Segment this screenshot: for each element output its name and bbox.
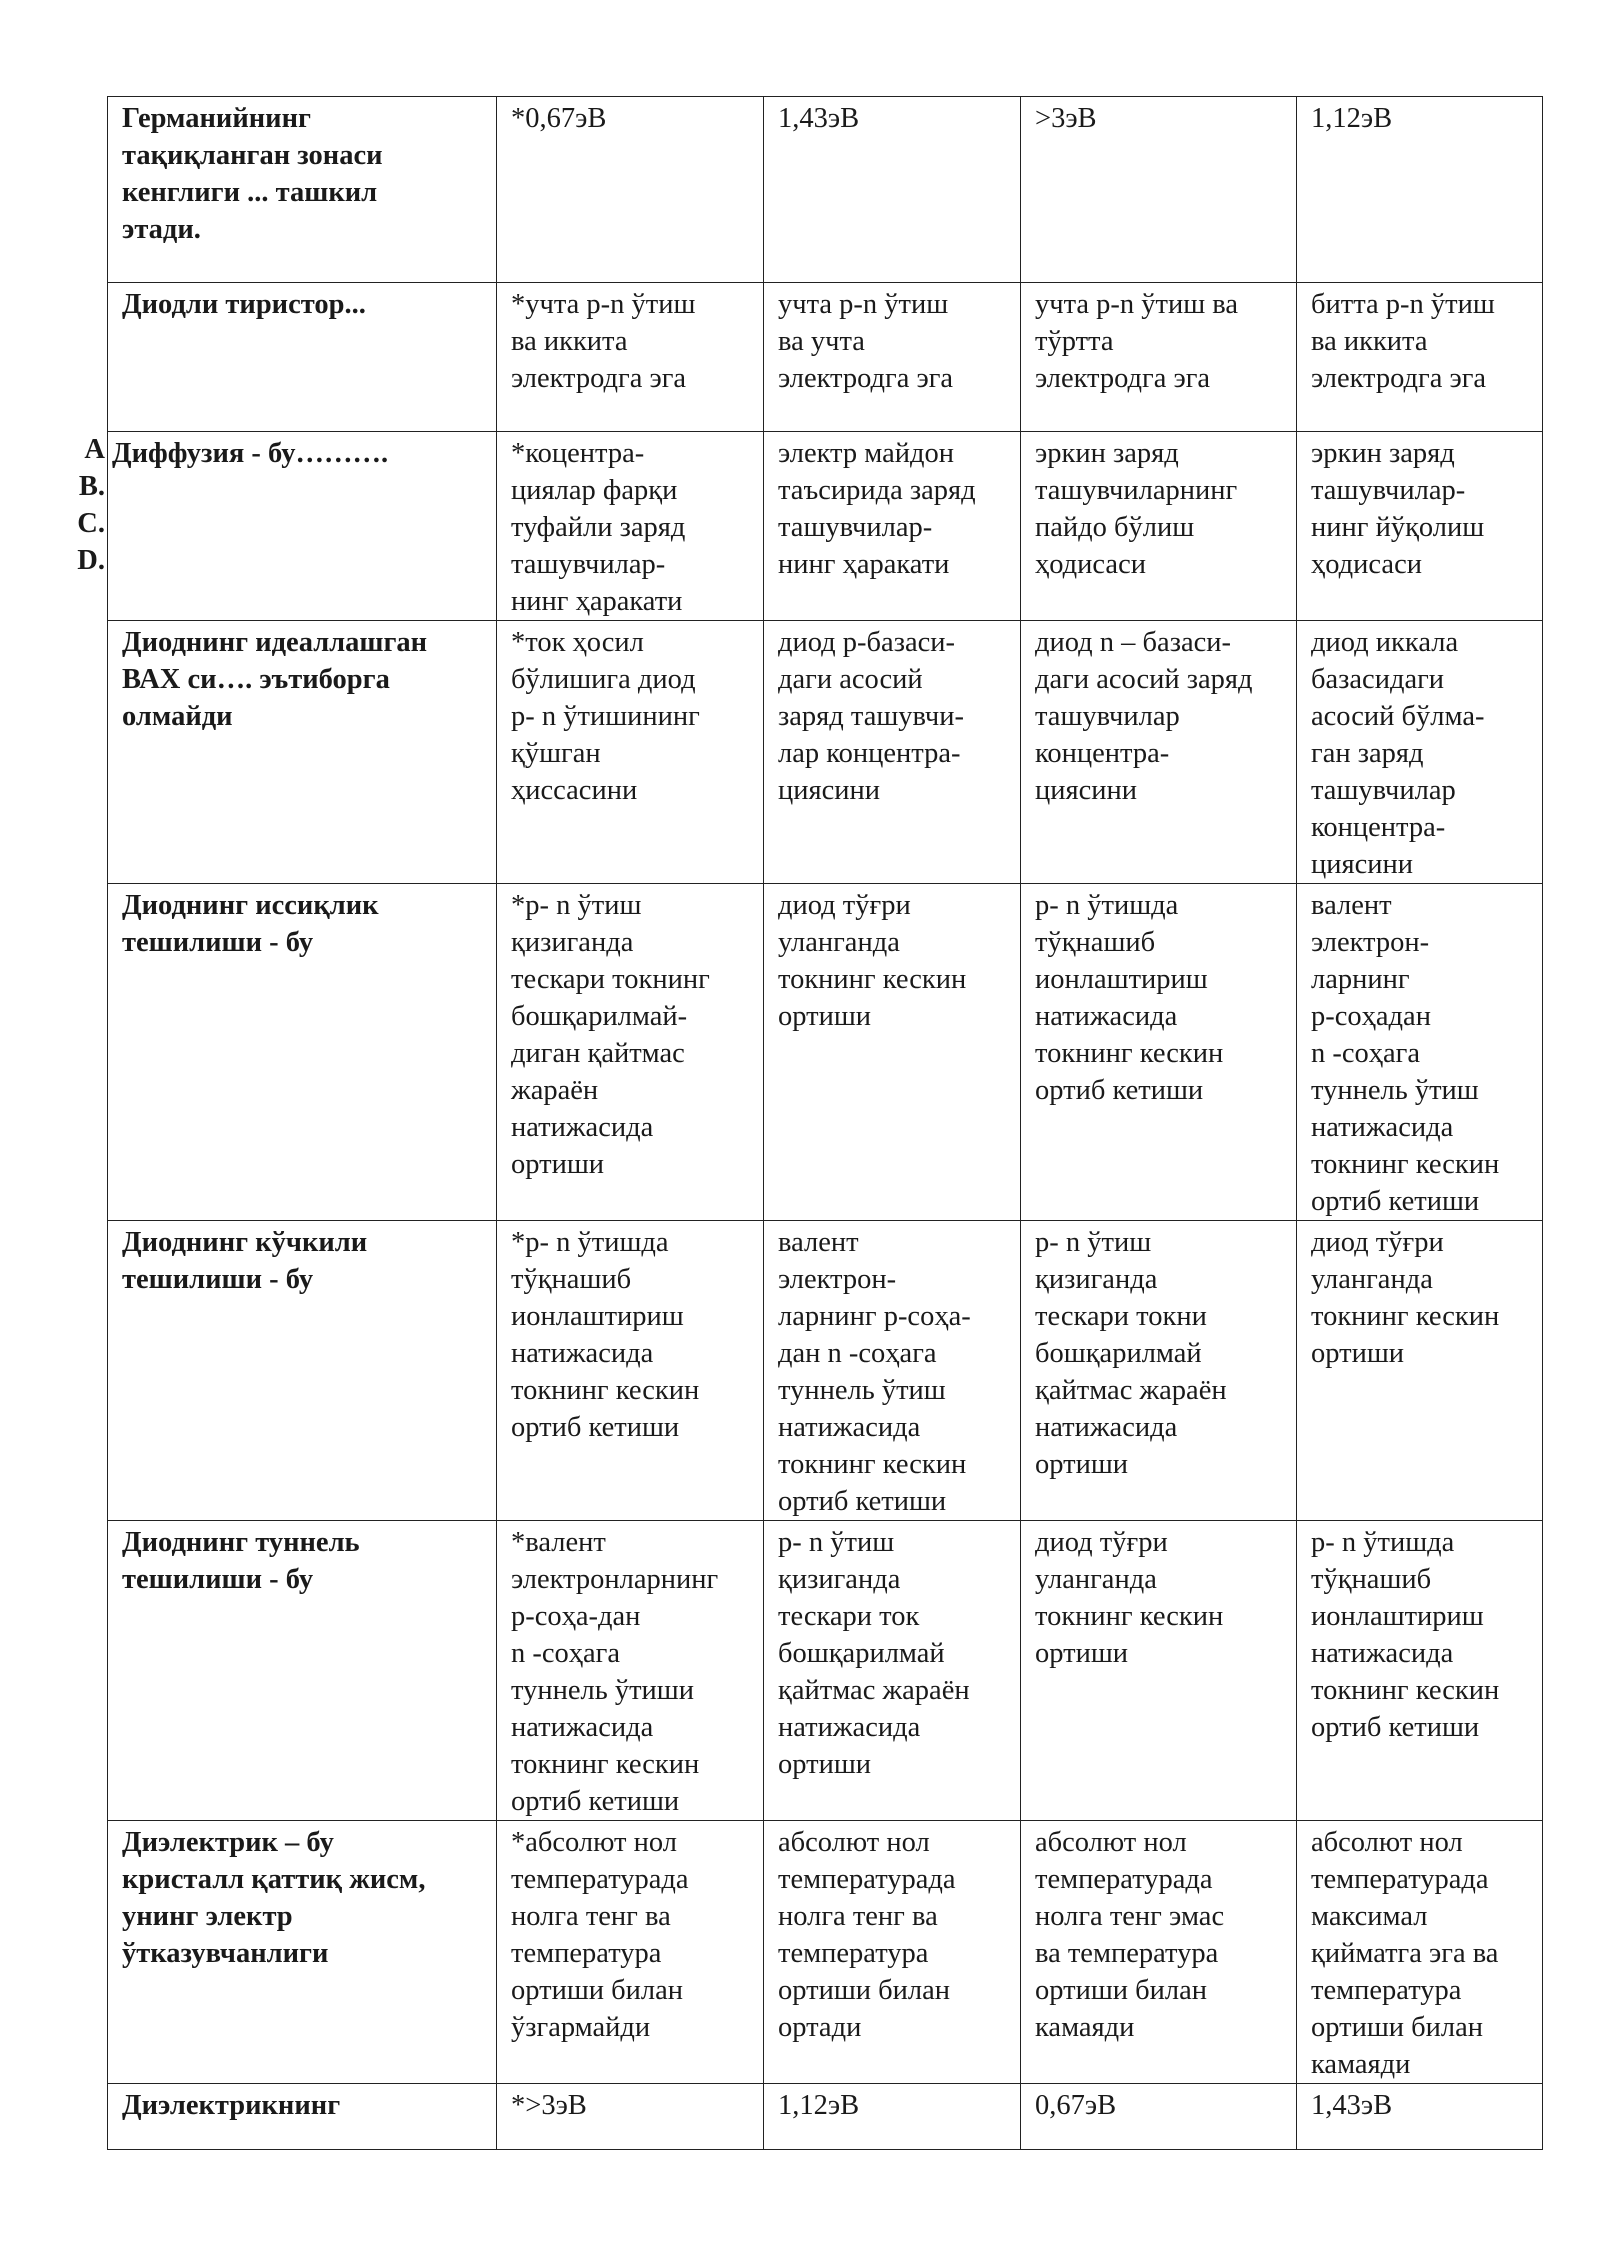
answer-d-cell: валент электрон- ларнинг p-соҳадан n -соҳага туннель ўтиш натижасида токнинг кескин ортиб кетиши bbox=[1297, 884, 1543, 1221]
answer-d-cell: диод иккала базасидаги асосий бўлма- ган заряд ташувчилар концентра- циясини bbox=[1297, 621, 1543, 884]
answer-c-cell: p- n ўтиш қизиганда тескари токни бошқарилмай қайтмас жараён натижасида ортиши bbox=[1021, 1221, 1297, 1521]
answer-b-cell: 1,43эВ bbox=[764, 97, 1021, 283]
answer-a-cell: *p- n ўтиш қизиганда тескари токнинг бошқарилмай- диган қайтмас жараён натижасида ортиши bbox=[497, 884, 764, 1221]
answer-b-cell: диод p-базаси- даги асосий заряд ташувчи- лар концентра- циясини bbox=[764, 621, 1021, 884]
question-cell: Диоднинг иссиқлик тешилиши - бу bbox=[108, 884, 497, 1221]
quiz-table bbox=[107, 96, 1543, 2150]
table-row bbox=[108, 283, 1543, 432]
answer-a-cell: *коцентра- циялар фарқи туфайли заряд ташувчилар- нинг ҳаракати bbox=[497, 432, 764, 621]
answer-c-cell: диод n – базаси- даги асосий заряд ташувчилар концентра- циясини bbox=[1021, 621, 1297, 884]
table-row bbox=[108, 1821, 1543, 2084]
table-row bbox=[108, 2084, 1543, 2150]
answer-d-cell: 1,12эВ bbox=[1297, 97, 1543, 283]
answer-letters bbox=[60, 431, 105, 579]
answer-c-cell: диод тўғри уланганда токнинг кескин ортиши bbox=[1021, 1521, 1297, 1821]
question-cell: Диэлектрик – бу кристалл қаттиқ жисм, унинг электр ўтказувчанлиги bbox=[108, 1821, 497, 2084]
answer-d-cell: битта p-n ўтиш ва иккита электродга эга bbox=[1297, 283, 1543, 432]
answer-b-cell: абсолют нол температурада нолга тенг ва температура ортиши билан ортади bbox=[764, 1821, 1021, 2084]
letter-c: C. bbox=[77, 508, 105, 539]
question-cell: Диоднинг идеаллашган ВАХ си…. эътиборга олмайди bbox=[108, 621, 497, 884]
answer-c-cell: абсолют нол температурада нолга тенг эмас ва температура ортиши билан камаяди bbox=[1021, 1821, 1297, 2084]
question-cell: Германийнинг тақиқланган зонаси кенглиги ... ташкил этади. bbox=[108, 97, 497, 283]
answer-a-cell: *ток ҳосил бўлишига диод p- n ўтишининг қўшган ҳиссасини bbox=[497, 621, 764, 884]
answer-b-cell: учта p-n ўтиш ва учта электродга эга bbox=[764, 283, 1021, 432]
answer-a-cell: *абсолют нол температурада нолга тенг ва температура ортиши билан ўзгармайди bbox=[497, 1821, 764, 2084]
letter-a: A bbox=[84, 434, 105, 465]
letter-b: B. bbox=[78, 471, 105, 502]
table-row bbox=[108, 884, 1543, 1221]
table-row bbox=[108, 1521, 1543, 1821]
answer-a-cell: *валент электронларнинг p-соҳа-дан n -соҳага туннель ўтиши натижасида токнинг кескин ортиб кетиши bbox=[497, 1521, 764, 1821]
table-row bbox=[108, 1221, 1543, 1521]
answer-d-cell: эркин заряд ташувчилар- нинг йўқолиш ҳодисаси bbox=[1297, 432, 1543, 621]
answer-d-cell: 1,43эВ bbox=[1297, 2084, 1543, 2150]
answer-c-cell: учта p-n ўтиш ва тўртта электродга эга bbox=[1021, 283, 1297, 432]
question-cell: Диффузия - бу………. bbox=[108, 432, 497, 621]
answer-c-cell: >3эВ bbox=[1021, 97, 1297, 283]
answer-c-cell: 0,67эВ bbox=[1021, 2084, 1297, 2150]
question-cell: Диоднинг туннель тешилиши - бу bbox=[108, 1521, 497, 1821]
table-row bbox=[108, 621, 1543, 884]
question-cell: Диэлектрикнинг bbox=[108, 2084, 497, 2150]
letter-d: D. bbox=[77, 545, 105, 576]
answer-a-cell: *p- n ўтишда тўқнашиб ионлаштириш натижасида токнинг кескин ортиб кетиши bbox=[497, 1221, 764, 1521]
answer-a-cell: *0,67эВ bbox=[497, 97, 764, 283]
answer-b-cell: p- n ўтиш қизиганда тескари ток бошқарилмай қайтмас жараён натижасида ортиши bbox=[764, 1521, 1021, 1821]
answer-d-cell: p- n ўтишда тўқнашиб ионлаштириш натижасида токнинг кескин ортиб кетиши bbox=[1297, 1521, 1543, 1821]
answer-a-cell: *>3эВ bbox=[497, 2084, 764, 2150]
answer-b-cell: электр майдон таъсирида заряд ташувчилар- нинг ҳаракати bbox=[764, 432, 1021, 621]
question-cell: Диодли тиристор... bbox=[108, 283, 497, 432]
table-row bbox=[108, 97, 1543, 283]
answer-c-cell: эркин заряд ташувчиларнинг пайдо бўлиш ҳодисаси bbox=[1021, 432, 1297, 621]
table-row bbox=[108, 432, 1543, 621]
answer-b-cell: диод тўғри уланганда токнинг кескин ортиши bbox=[764, 884, 1021, 1221]
answer-b-cell: 1,12эВ bbox=[764, 2084, 1021, 2150]
question-cell: Диоднинг кўчкили тешилиши - бу bbox=[108, 1221, 497, 1521]
answer-c-cell: p- n ўтишда тўқнашиб ионлаштириш натижасида токнинг кескин ортиб кетиши bbox=[1021, 884, 1297, 1221]
answer-a-cell: *учта p-n ўтиш ва иккита электродга эга bbox=[497, 283, 764, 432]
answer-d-cell: диод тўғри уланганда токнинг кескин ортиши bbox=[1297, 1221, 1543, 1521]
answer-d-cell: абсолют нол температурада максимал қийматга эга ва температура ортиши билан камаяди bbox=[1297, 1821, 1543, 2084]
answer-b-cell: валент электрон- ларнинг p-соҳа- дан n -соҳага туннель ўтиш натижасида токнинг кескин ортиб кетиши bbox=[764, 1221, 1021, 1521]
